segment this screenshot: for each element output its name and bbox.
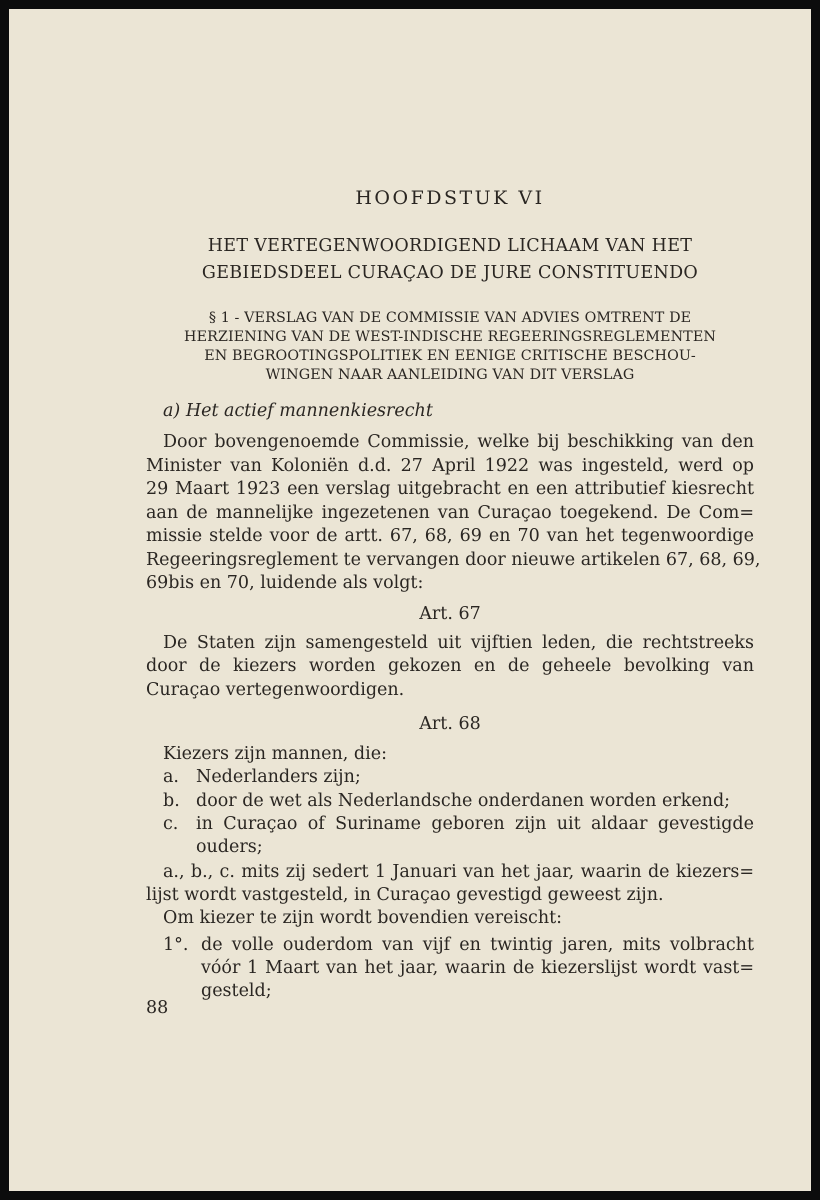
list-item-text: in Curaçao of Suriname geboren zijn uit aldaar gevestigde (196, 814, 754, 834)
requirement-text: de volle ouderdom van vijf en twintig jaren, mits volbracht (201, 935, 754, 955)
chapter-title-line-2: GEBIEDSDEEL CURAÇAO DE JURE CONSTITUENDO (201, 263, 699, 283)
list-item-label: a. (163, 767, 179, 787)
paragraph-line: 69bis en 70, luidende als volgt: (146, 573, 424, 593)
section-heading-line-1: § 1 - VERSLAG VAN DE COMMISSIE VAN ADVIES OMTRENT DE (208, 310, 692, 326)
section-heading-line-3: EN BEGROOTINGSPOLITIEK EN EENIGE CRITISCHE BESCHOU- (204, 348, 696, 364)
book-page (9, 9, 811, 1191)
article-67-line: door de kiezers worden gekozen en de geheele bevolking van (146, 656, 754, 676)
chapter-heading: HOOFDSTUK VI (355, 187, 545, 209)
paragraph-line: 29 Maart 1923 een verslag uitgebracht en een attributief kiesrecht (146, 479, 754, 499)
list-item-text: door de wet als Nederlandsche onderdanen worden erkend; (196, 791, 731, 811)
list-item-label: c. (163, 814, 179, 834)
paragraph-line: missie stelde voor de artt. 67, 68, 69 en 70 van het tegenwoordige (146, 526, 754, 546)
article-67-heading: Art. 67 (419, 604, 481, 624)
requirement-text: vóór 1 Maart van het jaar, waarin de kiezerslijst wordt vast= (201, 958, 754, 978)
list-item-text-continued: ouders; (196, 837, 263, 857)
requirement-text: gesteld; (201, 981, 272, 1001)
paragraph-line: Regeeringsreglement te vervangen door nieuwe artikelen 67, 68, 69, (146, 550, 761, 570)
subsection-heading: a) Het actief mannenkiesrecht (163, 401, 433, 421)
section-heading-line-4: WINGEN NAAR AANLEIDING VAN DIT VERSLAG (265, 367, 635, 383)
requirement-intro: Om kiezer te zijn wordt bovendien vereischt: (163, 908, 563, 928)
article-67-line: Curaçao vertegenwoordigen. (146, 680, 405, 700)
paragraph-line: Door bovengenoemde Commissie, welke bij beschikking van den (163, 432, 754, 452)
paragraph-line: a., b., c. mits zij sedert 1 Januari van het jaar, waarin de kiezers= (163, 862, 754, 882)
article-68-intro: Kiezers zijn mannen, die: (163, 744, 387, 764)
paragraph-line: lijst wordt vastgesteld, in Curaçao gevestigd geweest zijn. (146, 885, 664, 905)
list-item-text: Nederlanders zijn; (196, 767, 361, 787)
section-heading-line-2: HERZIENING VAN DE WEST-INDISCHE REGEERINGSREGLEMENTEN (184, 329, 716, 345)
article-68-heading: Art. 68 (419, 714, 481, 734)
list-item-label: b. (163, 791, 180, 811)
paragraph-line: Minister van Koloniën d.d. 27 April 1922 was ingesteld, werd op (146, 456, 754, 476)
chapter-title-line-1: HET VERTEGENWOORDIGEND LICHAAM VAN HET (207, 236, 693, 256)
requirement-label: 1°. (163, 935, 189, 955)
paragraph-line: aan de mannelijke ingezetenen van Curaçao toegekend. De Com= (146, 503, 754, 523)
article-67-line: De Staten zijn samengesteld uit vijftien leden, die rechtstreeks (163, 633, 754, 653)
page-number: 88 (146, 998, 169, 1018)
